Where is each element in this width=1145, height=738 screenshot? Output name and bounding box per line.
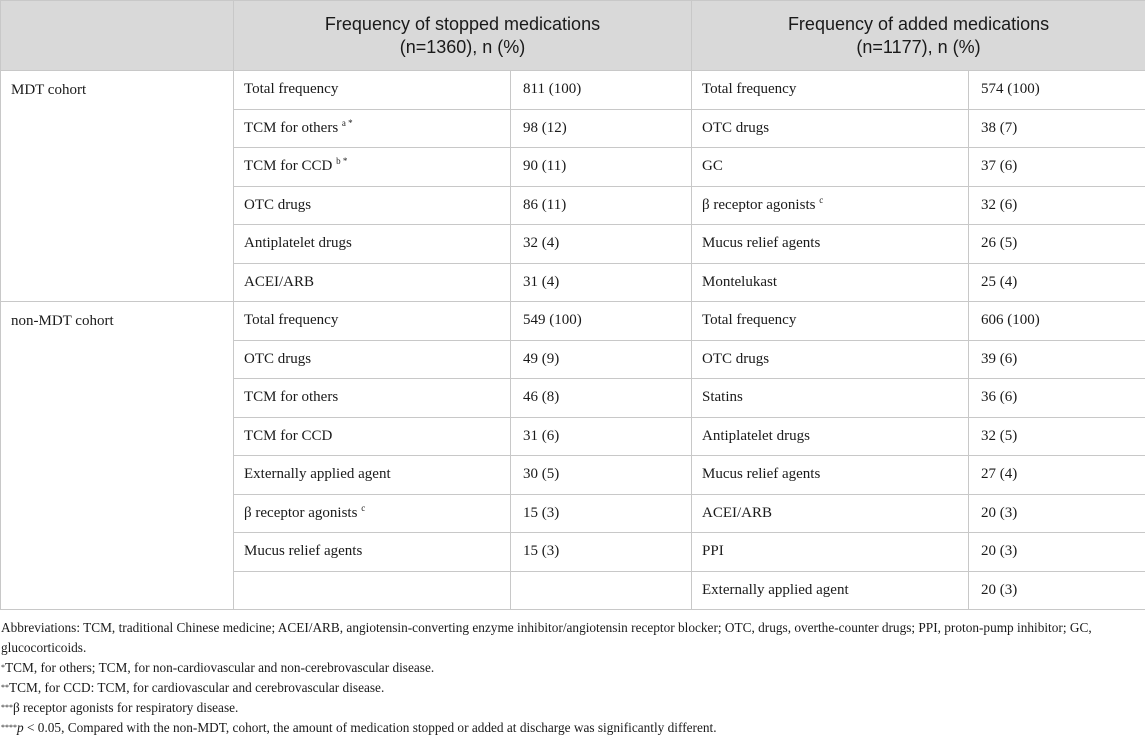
added-medication-value: 26 (5) bbox=[969, 225, 1145, 264]
stopped-medication-value: 86 (11) bbox=[511, 186, 692, 225]
stopped-medication-name-text: Mucus relief agents bbox=[244, 543, 363, 560]
header-stopped-line1: Frequency of stopped medications bbox=[324, 13, 601, 34]
stopped-medication-name bbox=[234, 379, 511, 418]
added-medication-name bbox=[692, 225, 969, 264]
added-medication-name bbox=[692, 456, 969, 495]
stopped-medication-name bbox=[234, 225, 511, 264]
added-medication-name bbox=[692, 109, 969, 148]
added-medication-value: 32 (5) bbox=[969, 417, 1145, 456]
stopped-medication-name-text: OTC drugs bbox=[244, 196, 312, 213]
stopped-medication-name-text: Antiplatelet drugs bbox=[244, 235, 352, 252]
added-medication-name-footnote-mark: c bbox=[819, 194, 824, 205]
table-body bbox=[1, 71, 1145, 610]
header-added-line1: Frequency of added medications bbox=[787, 13, 1050, 34]
stopped-medication-name-text: TCM for others bbox=[244, 119, 339, 136]
stopped-medication-name bbox=[234, 71, 511, 110]
stopped-medication-name-text: TCM for CCD bbox=[244, 427, 333, 444]
stopped-medication-name bbox=[234, 456, 511, 495]
stopped-medication-value: 31 (4) bbox=[511, 263, 692, 302]
stopped-medication-name bbox=[234, 417, 511, 456]
added-medication-name-text: OTC drugs bbox=[702, 350, 770, 367]
added-medication-name-text: GC bbox=[702, 158, 723, 175]
footnote-4-mark: **** bbox=[1, 723, 17, 732]
header-added-line2: (n=1177), n (%) bbox=[856, 36, 981, 57]
stopped-medication-name-footnote-mark: c bbox=[361, 502, 366, 513]
added-medication-name-text: PPI bbox=[702, 543, 724, 560]
added-medication-name bbox=[692, 71, 969, 110]
footnote-3-mark: *** bbox=[1, 703, 13, 712]
stopped-medication-name bbox=[234, 302, 511, 341]
added-medication-name bbox=[692, 186, 969, 225]
added-medication-value: 32 (6) bbox=[969, 186, 1145, 225]
added-medication-value: 39 (6) bbox=[969, 340, 1145, 379]
footnote-2-text: TCM, for CCD: TCM, for cardiovascular and cerebrovascular disease. bbox=[9, 680, 385, 695]
stopped-medication-value: 49 (9) bbox=[511, 340, 692, 379]
added-medication-name-text: Montelukast bbox=[702, 273, 778, 290]
stopped-medication-value: 31 (6) bbox=[511, 417, 692, 456]
stopped-medication-value: 46 (8) bbox=[511, 379, 692, 418]
table-header-row bbox=[1, 1, 1145, 71]
stopped-medication-name-text: Total frequency bbox=[244, 312, 339, 329]
stopped-medication-value: 15 (3) bbox=[511, 494, 692, 533]
footnote-1 bbox=[1, 658, 1141, 678]
added-medication-name bbox=[692, 340, 969, 379]
footnote-4-p: p bbox=[17, 720, 24, 735]
added-medication-name bbox=[692, 379, 969, 418]
added-medication-name-text: OTC drugs bbox=[702, 119, 770, 136]
table-row bbox=[1, 71, 1145, 110]
stopped-medication-value: 32 (4) bbox=[511, 225, 692, 264]
stopped-medication-name bbox=[234, 571, 511, 610]
header-blank-cell bbox=[1, 1, 234, 71]
added-medication-name bbox=[692, 571, 969, 610]
added-medication-value: 606 (100) bbox=[969, 302, 1145, 341]
footnote-3 bbox=[1, 698, 1141, 718]
stopped-medication-name-text: β receptor agonists bbox=[244, 504, 358, 521]
stopped-medication-name bbox=[234, 494, 511, 533]
stopped-medication-name-footnote-mark: a * bbox=[341, 117, 353, 128]
added-medication-value: 27 (4) bbox=[969, 456, 1145, 495]
stopped-medication-name-footnote-mark: b * bbox=[336, 156, 348, 167]
header-added bbox=[692, 1, 1145, 71]
stopped-medication-value: 98 (12) bbox=[511, 109, 692, 148]
cohort-label: non-MDT cohort bbox=[1, 302, 234, 610]
stopped-medication-name bbox=[234, 109, 511, 148]
stopped-medication-value: 30 (5) bbox=[511, 456, 692, 495]
added-medication-name-text: Externally applied agent bbox=[702, 581, 849, 598]
added-medication-value: 37 (6) bbox=[969, 148, 1145, 187]
added-medication-name-text: Statins bbox=[702, 389, 743, 406]
added-medication-value: 20 (3) bbox=[969, 494, 1145, 533]
stopped-medication-name-text: TCM for others bbox=[244, 389, 339, 406]
stopped-medication-name-text: ACEI/ARB bbox=[244, 273, 315, 290]
stopped-medication-name-text: OTC drugs bbox=[244, 350, 312, 367]
table-row bbox=[1, 302, 1145, 341]
cohort-label: MDT cohort bbox=[1, 71, 234, 302]
added-medication-value: 20 (3) bbox=[969, 533, 1145, 572]
stopped-medication-name bbox=[234, 148, 511, 187]
stopped-medication-name-text: Externally applied agent bbox=[244, 466, 391, 483]
added-medication-name bbox=[692, 263, 969, 302]
header-stopped bbox=[234, 1, 692, 71]
stopped-medication-value: 15 (3) bbox=[511, 533, 692, 572]
stopped-medication-value: 811 (100) bbox=[511, 71, 692, 110]
stopped-medication-name bbox=[234, 340, 511, 379]
added-medication-name-text: Total frequency bbox=[702, 81, 797, 98]
footnote-2 bbox=[1, 678, 1141, 698]
footnote-3-text: β receptor agonists for respiratory disease. bbox=[13, 700, 239, 715]
added-medication-value: 38 (7) bbox=[969, 109, 1145, 148]
added-medication-name bbox=[692, 494, 969, 533]
added-medication-name bbox=[692, 148, 969, 187]
added-medication-name-text: Mucus relief agents bbox=[702, 235, 821, 252]
header-stopped-line2: (n=1360), n (%) bbox=[399, 36, 526, 57]
abbreviations-note: Abbreviations: TCM, traditional Chinese medicine; ACEI/ARB, angiotensin-converting enzyme inhibitor/angiotensin receptor blocker; OTC, drugs, overthe-counter drugs; PPI, proton-pump inhibitor; GC, glucocorticoids. bbox=[1, 620, 1092, 655]
footnote-2-mark: ** bbox=[1, 683, 9, 692]
added-medication-name-text: Mucus relief agents bbox=[702, 466, 821, 483]
footnote-1-text: TCM, for others; TCM, for non-cardiovascular and non-cerebrovascular disease. bbox=[5, 660, 435, 675]
added-medication-name-text: Antiplatelet drugs bbox=[702, 427, 810, 444]
added-medication-name bbox=[692, 302, 969, 341]
stopped-medication-name bbox=[234, 533, 511, 572]
added-medication-name bbox=[692, 533, 969, 572]
added-medication-name-text: β receptor agonists bbox=[702, 196, 816, 213]
footnote-1-mark: * bbox=[1, 663, 5, 672]
added-medication-value: 574 (100) bbox=[969, 71, 1145, 110]
stopped-medication-value: 549 (100) bbox=[511, 302, 692, 341]
stopped-medication-name-text: TCM for CCD bbox=[244, 158, 333, 175]
added-medication-name-text: Total frequency bbox=[702, 312, 797, 329]
added-medication-value: 25 (4) bbox=[969, 263, 1145, 302]
stopped-medication-name-text: Total frequency bbox=[244, 81, 339, 98]
footnote-4 bbox=[1, 718, 1141, 738]
added-medication-name-text: ACEI/ARB bbox=[702, 504, 773, 521]
stopped-medication-name bbox=[234, 186, 511, 225]
table-footnotes bbox=[1, 618, 1141, 738]
added-medication-value: 20 (3) bbox=[969, 571, 1145, 610]
stopped-medication-value bbox=[511, 571, 692, 610]
stopped-medication-name bbox=[234, 263, 511, 302]
added-medication-name bbox=[692, 417, 969, 456]
stopped-medication-value: 90 (11) bbox=[511, 148, 692, 187]
footnote-4-text: < 0.05, Compared with the non-MDT, cohort, the amount of medication stopped or added at discharge was significantly different. bbox=[23, 720, 717, 735]
added-medication-value: 36 (6) bbox=[969, 379, 1145, 418]
